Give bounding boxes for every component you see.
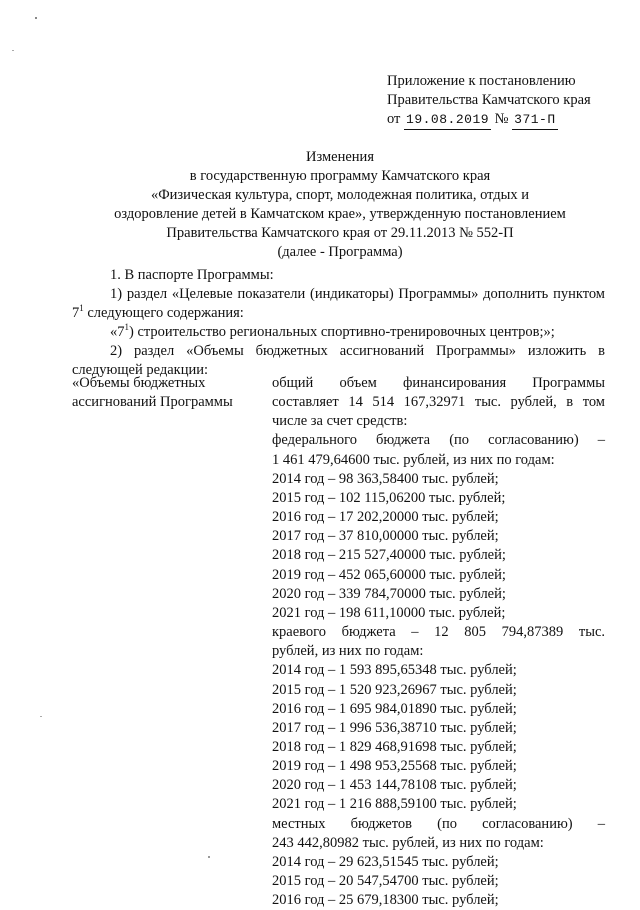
- funding-line: 2021 год – 198 611,10000 тыс. рублей;: [272, 604, 506, 621]
- table-right-cell: [272, 374, 605, 910]
- resolution-number: 371-П: [512, 110, 558, 130]
- funding-line: 2016 год – 1 695 984,01890 тыс. рублей;: [272, 700, 517, 717]
- paragraph-3: [72, 323, 605, 342]
- funding-line: 2016 год – 17 202,20000 тыс. рублей;: [272, 509, 499, 526]
- funding-line: 2015 год – 20 547,54700 тыс. рублей;: [272, 873, 499, 890]
- number-sign: №: [494, 111, 509, 127]
- scan-speck: [35, 17, 37, 19]
- funding-line: федерального бюджета (по согласованию) –: [272, 432, 605, 449]
- appendix-line-1: Приложение к постановлению: [387, 73, 576, 89]
- title-line: «Физическая культура, спорт, молодежная политика, отдых и: [150, 187, 530, 203]
- funding-line: 2020 год – 339 784,70000 тыс. рублей;: [272, 585, 506, 602]
- superscript: 1: [79, 303, 84, 314]
- paragraph-2-text-end: следующего содержания:: [83, 305, 244, 321]
- superscript: 1: [124, 322, 129, 333]
- paragraph-2: [72, 285, 605, 323]
- funding-line: 2020 год – 1 453 144,78108 тыс. рублей;: [272, 777, 517, 794]
- funding-line: 2014 год – 1 593 895,65348 тыс. рублей;: [272, 662, 517, 679]
- funding-line: 1 461 479,64600 тыс. рублей, из них по годам:: [272, 451, 555, 468]
- funding-line: 243 442,80982 тыс. рублей, из них по годам:: [272, 834, 544, 851]
- title-line: оздоровление детей в Камчатском крае», утвержденную постановлением: [114, 206, 566, 222]
- table-left-cell: «Объемы бюджетных ассигнований Программы: [72, 375, 233, 410]
- funding-line: 2018 год – 1 829 468,91698 тыс. рублей;: [272, 738, 517, 755]
- appendix-line-2: Правительства Камчатского края: [387, 92, 591, 108]
- funding-line: 2016 год – 25 679,18300 тыс. рублей;: [272, 892, 499, 909]
- document-title: [60, 148, 620, 262]
- date-prefix: от: [387, 111, 401, 127]
- resolution-date: 19.08.2019: [404, 110, 491, 130]
- funding-line: 2019 год – 452 065,60000 тыс. рублей;: [272, 566, 506, 583]
- scan-speck: [208, 856, 210, 858]
- funding-line: 2014 год – 29 623,51545 тыс. рублей;: [272, 853, 499, 870]
- paragraph-4: 2) раздел «Объемы бюджетных ассигнований Программы» изложить в следующей редакции:: [72, 343, 605, 378]
- scan-speck: [12, 50, 14, 51]
- funding-line: 2018 год – 215 527,40000 тыс. рублей;: [272, 547, 506, 564]
- title-line: Изменения: [306, 149, 374, 165]
- funding-line: 2015 год – 1 520 923,26967 тыс. рублей;: [272, 681, 517, 698]
- funding-line: 2017 год – 1 996 536,38710 тыс. рублей;: [272, 719, 517, 736]
- funding-line: 2015 год – 102 115,06200 тыс. рублей;: [272, 489, 506, 506]
- funding-line: общий объем финансирования Программы: [272, 375, 605, 391]
- scan-speck: [40, 716, 42, 717]
- paragraph-1: 1. В паспорте Программы:: [110, 267, 274, 283]
- paragraph-2-text: 1) раздел «Целевые показатели (индикаторы) Программы» дополнить пунктом 7: [72, 286, 605, 321]
- paragraph-3-text-end: ) строительство региональных спортивно-тренировочных центров;»;: [129, 324, 555, 340]
- funding-line: составляет 14 514 167,32971 тыс. рублей, в том: [272, 394, 605, 411]
- body-text: [72, 266, 605, 380]
- funding-line: 2021 год – 1 216 888,59100 тыс. рублей;: [272, 796, 517, 813]
- title-line: (далее - Программа): [277, 244, 403, 260]
- funding-line: 2017 год – 37 810,00000 тыс. рублей;: [272, 528, 499, 545]
- funding-line: 2019 год – 1 498 953,25568 тыс. рублей;: [272, 758, 517, 775]
- funding-line: краевого бюджета – 12 805 794,87389 тыс.: [272, 624, 605, 641]
- appendix-date-line: [387, 110, 591, 130]
- funding-line: рублей, из них по годам:: [272, 643, 424, 660]
- funding-line: числе за счет средств:: [272, 413, 408, 430]
- appendix-header: [387, 72, 591, 130]
- funding-line: 2014 год – 98 363,58400 тыс. рублей;: [272, 470, 499, 487]
- title-line: в государственную программу Камчатского края: [189, 168, 491, 184]
- paragraph-3-text: «7: [110, 324, 125, 340]
- funding-line: местных бюджетов (по согласованию) –: [272, 815, 605, 832]
- title-line: Правительства Камчатского края от 29.11.2013 № 552-П: [166, 225, 514, 241]
